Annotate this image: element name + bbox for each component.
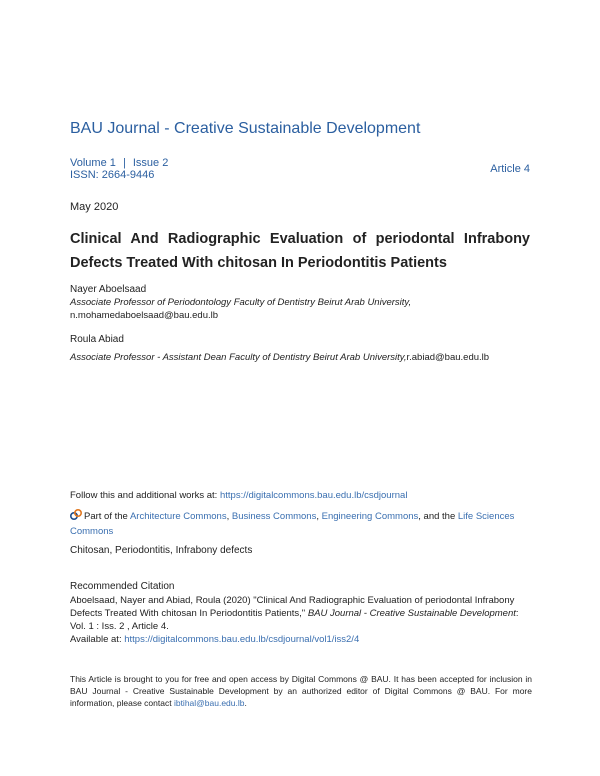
notice-end: . xyxy=(244,698,247,708)
access-notice xyxy=(70,673,532,709)
commons-separator: , and the xyxy=(418,511,458,522)
contact-email-link[interactable]: ibtihal@bau.edu.lb xyxy=(173,698,245,708)
recommended-citation-heading: Recommended Citation xyxy=(70,581,175,592)
issn: ISSN: 2664-9446 xyxy=(70,169,155,181)
citation-authors-title: Aboelsaad, Nayer and Abiad, Roula (2020) "Clinical And Radiographic Evaluation of periodontal Infrabony Defects Treated With chitosan In Periodontitis Patients," xyxy=(70,595,515,619)
commons-prefix: Part of the xyxy=(84,511,130,522)
follow-prefix: Follow this and additional works at: xyxy=(70,490,220,501)
author-email: n.mohamedaboelsaad@bau.edu.lb xyxy=(70,310,219,321)
commons-link[interactable]: Engineering Commons xyxy=(321,511,419,522)
commons-link[interactable]: Business Commons xyxy=(231,511,317,522)
author-email: r.abiad@bau.edu.lb xyxy=(406,352,490,363)
notice-text: This Article is brought to you for free and open access by Digital Commons @ BAU. It has been accepted for inclusion in BAU Journal - Creative Sustainable Development by an authorized editor of Digital Commons @ BAU. For more information, please contact xyxy=(70,674,532,708)
volume-separator: | xyxy=(122,157,126,169)
open-access-icon xyxy=(70,508,82,521)
author-name: Nayer Aboelsaad xyxy=(70,284,147,295)
paper-title: Clinical And Radiographic Evaluation of periodontal Infrabony Defects Treated With chitosan In Periodontitis Patients xyxy=(70,231,530,271)
author-affiliation-line xyxy=(70,347,489,365)
author-name: Roula Abiad xyxy=(70,334,124,345)
author-affiliation: Associate Professor - Assistant Dean Faculty of Dentistry Beirut Arab University, xyxy=(70,352,407,363)
citation-text xyxy=(70,594,532,646)
citation-journal: BAU Journal - Creative Sustainable Development xyxy=(307,608,516,619)
article-number-link[interactable]: Article 4 xyxy=(490,163,530,175)
collection-link[interactable]: https://digitalcommons.bau.edu.lb/csdjournal xyxy=(219,490,408,501)
volume-issue-line xyxy=(70,157,168,169)
commons-link[interactable]: Life Sciences Commons xyxy=(70,511,515,537)
citation-volume: : Vol. 1 : Iss. 2 , Article 4. xyxy=(70,608,519,632)
journal-title[interactable]: BAU Journal - Creative Sustainable Development xyxy=(70,120,421,137)
keywords: Chitosan, Periodontitis, Infrabony defects xyxy=(70,545,253,556)
issue-link[interactable]: Issue 2 xyxy=(132,157,169,169)
commons-link[interactable]: Architecture Commons xyxy=(129,511,227,522)
disciplines-block xyxy=(70,508,532,539)
article-url-link[interactable]: https://digitalcommons.bau.edu.lb/csdjournal/vol1/iss2/4 xyxy=(124,634,360,645)
commons-separator: , xyxy=(316,511,322,522)
publication-date: May 2020 xyxy=(70,201,119,213)
available-prefix: Available at: xyxy=(70,634,125,645)
author-affiliation: Associate Professor of Periodontology Faculty of Dentistry Beirut Arab University, xyxy=(70,297,412,308)
follow-line xyxy=(70,490,407,501)
commons-separator: , xyxy=(226,511,232,522)
volume-link[interactable]: Volume 1 xyxy=(70,157,116,169)
